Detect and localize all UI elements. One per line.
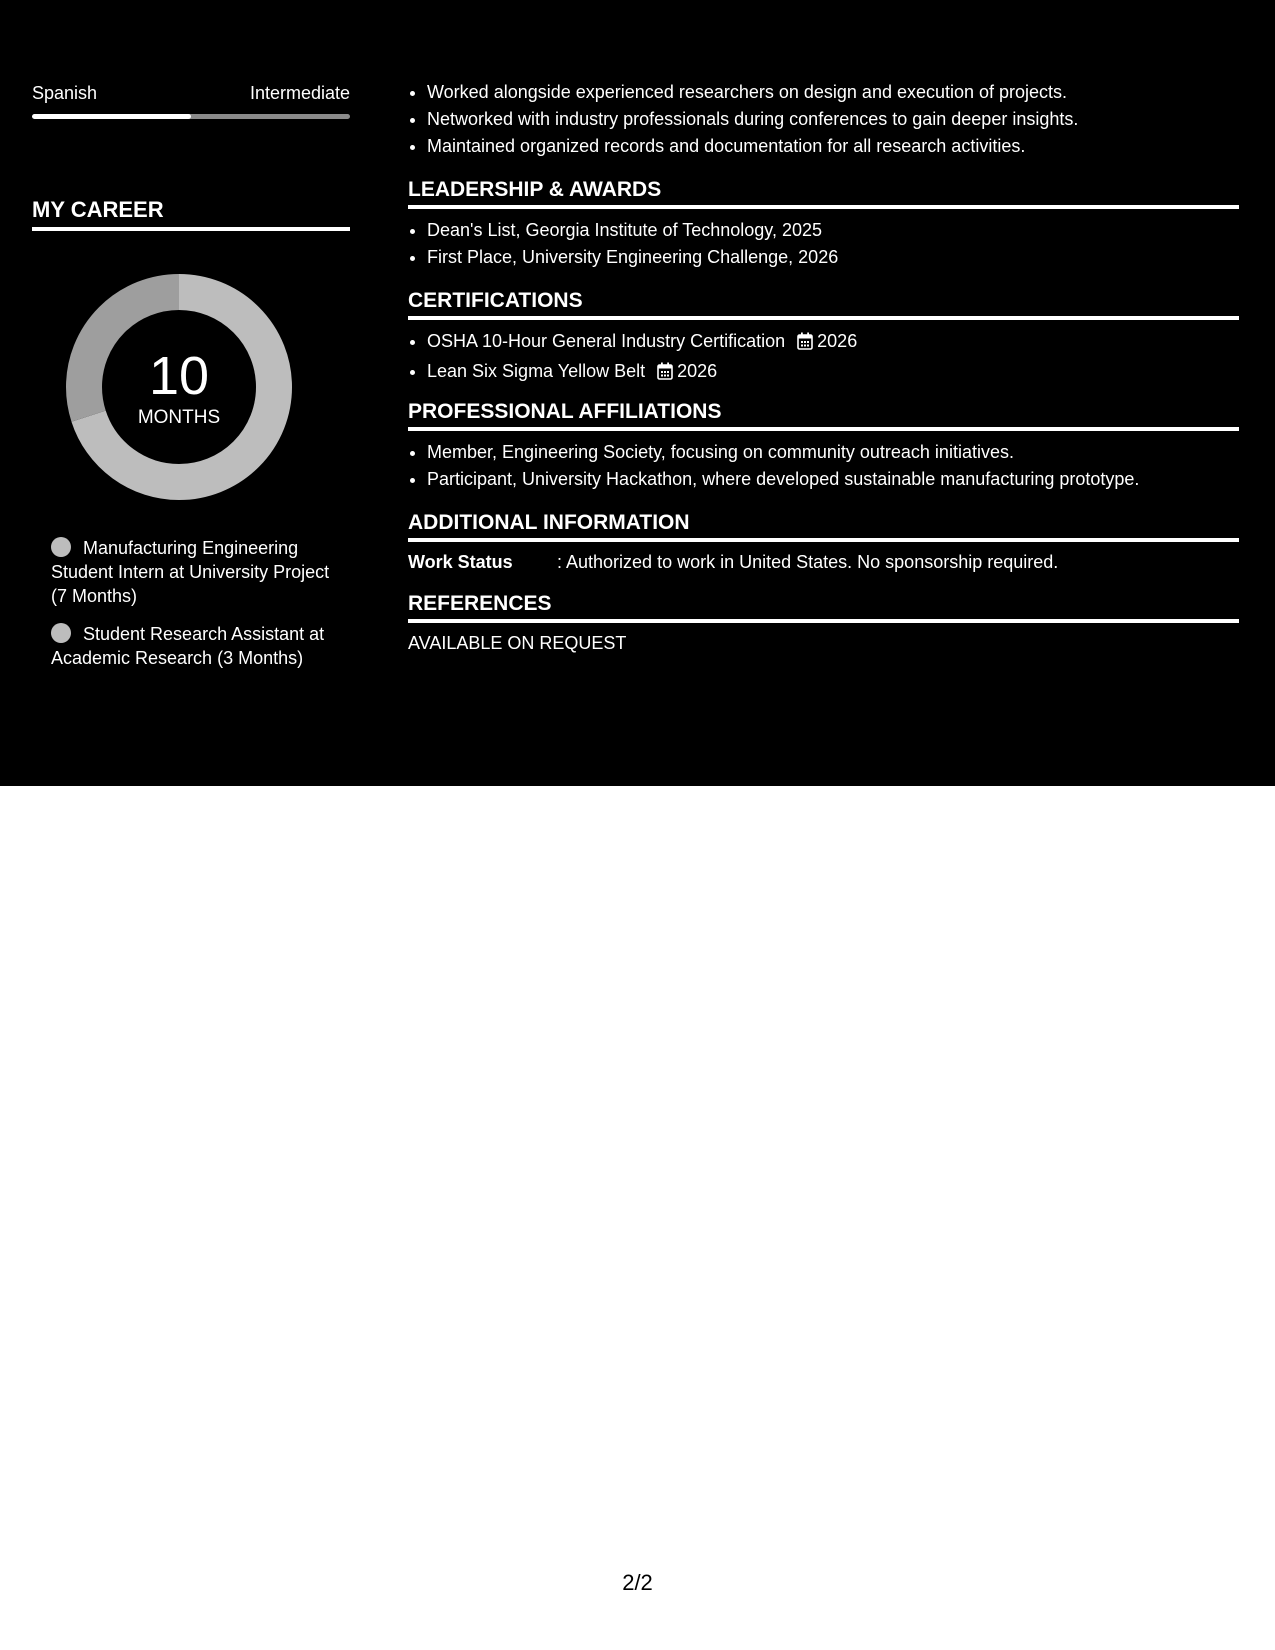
language-proficiency-fill (32, 114, 191, 119)
language-name: Spanish (32, 83, 98, 103)
certifications-section (408, 287, 1239, 388)
additional-info-section (408, 509, 1239, 574)
sidebar (0, 0, 381, 786)
career-donut-chart (66, 274, 292, 500)
certification-name: Lean Six Sigma Yellow Belt (427, 361, 646, 381)
career-list (51, 536, 341, 684)
list-item: • First Place, University Engineering Challenge, 2026 (427, 244, 1239, 271)
calendar-icon (797, 331, 813, 358)
section-title: REFERENCES (408, 590, 1239, 623)
list-item: • Networked with industry professionals during conferences to gain deeper insights. (427, 106, 1239, 133)
section-title: CERTIFICATIONS (408, 287, 1239, 320)
career-heading: MY CAREER (32, 195, 350, 231)
resume-page-dark-panel (0, 0, 1275, 786)
language-level: Intermediate (249, 83, 350, 103)
dot-icon (51, 623, 71, 643)
list-item: • Member, Engineering Society, focusing on community outreach initiatives. (427, 439, 1239, 466)
career-item-text: Manufacturing Engineering Student Intern at University Project (7 Months) (51, 538, 330, 606)
certification-name: OSHA 10-Hour General Industry Certification (427, 331, 786, 351)
leadership-section (408, 176, 1239, 271)
certification-year: 2026 (677, 361, 718, 381)
main-content (408, 0, 1239, 786)
section-title: PROFESSIONAL AFFILIATIONS (408, 398, 1239, 431)
affiliations-section (408, 398, 1239, 493)
career-item (51, 622, 341, 670)
references-section (408, 590, 1239, 655)
list-item: • Worked alongside experienced researchers on design and execution of projects. (427, 79, 1239, 106)
dot-icon (51, 537, 71, 557)
language-proficiency-bar (32, 114, 350, 119)
work-status-label: Work Status (408, 552, 513, 572)
career-item (51, 536, 341, 608)
list-item (427, 358, 1239, 388)
work-status-value: : Authorized to work in United States. No sponsorship required. (557, 552, 1059, 572)
list-item: • Dean's List, Georgia Institute of Technology, 2025 (427, 217, 1239, 244)
list-item: • Maintained organized records and documentation for all research activities. (427, 133, 1239, 160)
certification-year: 2026 (817, 331, 858, 351)
list-item (427, 328, 1239, 358)
career-total-number: 10 (148, 346, 210, 406)
references-text: AVAILABLE ON REQUEST (408, 633, 627, 653)
career-item-text: Student Research Assistant at Academic Research (3 Months) (51, 624, 325, 668)
career-total-unit: MONTHS (137, 407, 221, 428)
experience-bullets (408, 79, 1239, 160)
page-number: 2/2 (622, 1570, 653, 1595)
language-row (32, 80, 350, 106)
section-title: ADDITIONAL INFORMATION (408, 509, 1239, 542)
calendar-icon (657, 361, 673, 388)
list-item: • Participant, University Hackathon, where developed sustainable manufacturing prototype. (427, 466, 1239, 493)
section-title: LEADERSHIP & AWARDS (408, 176, 1239, 209)
work-status-row (408, 550, 1239, 574)
